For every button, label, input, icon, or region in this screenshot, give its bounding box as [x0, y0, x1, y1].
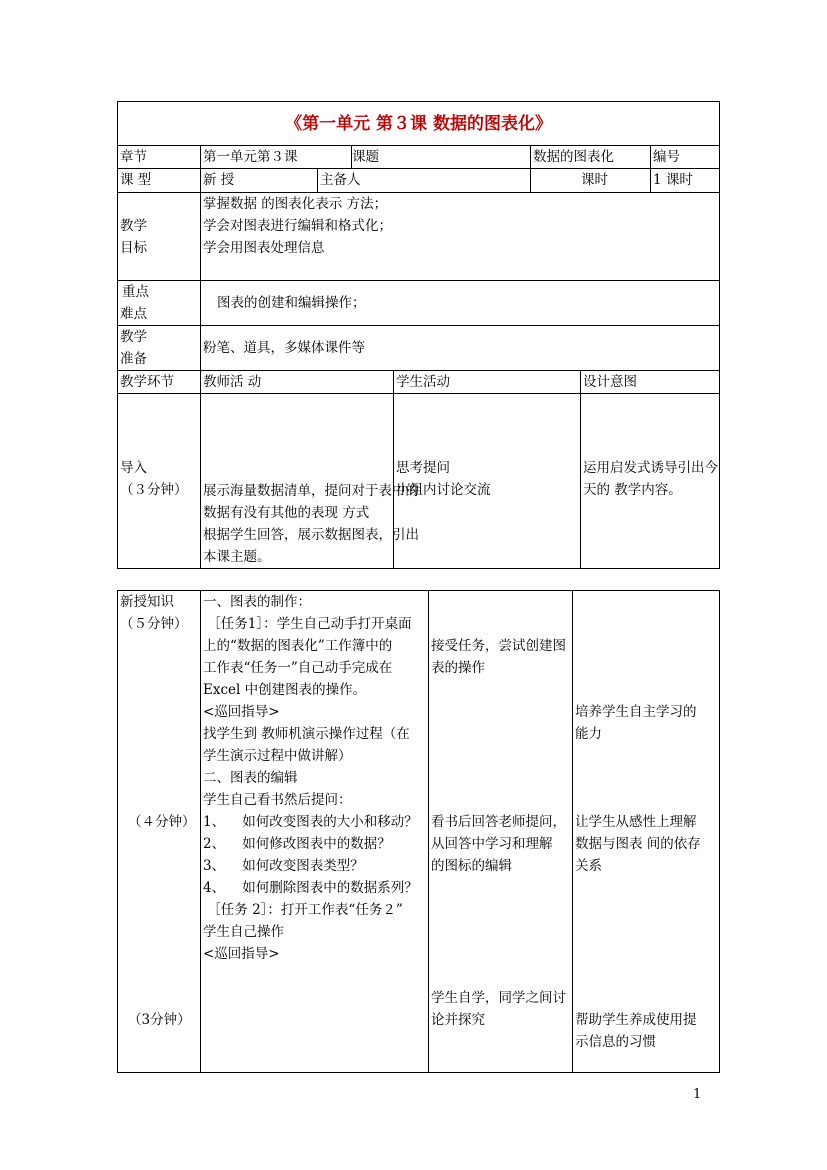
- preparer-label: 主备人: [318, 169, 531, 193]
- page-number: 1: [693, 1087, 702, 1102]
- type-label: 课 型: [118, 169, 201, 193]
- chapter-value: 第一单元第３课: [201, 146, 352, 169]
- intro-student: 思考提问 小组内讨论交流: [394, 394, 581, 569]
- new-knowledge-stage: 新授知识 （５分钟） （４分钟） （3分钟）: [118, 591, 201, 1073]
- new-knowledge-table: [117, 590, 720, 1073]
- header-student: 学生活动: [394, 371, 581, 394]
- topic-label: 课题: [352, 146, 531, 169]
- key-points-content: 图表的创建和编辑操作；: [201, 281, 720, 326]
- preparation-label: 教学 准备: [118, 326, 201, 371]
- topic-value: 数据的图表化: [531, 146, 651, 169]
- new-knowledge-design: 培养学生自主学习的 能力 让学生从感性上理解 数据与图表 间的依存 关系 帮助学生养成使用提 示信息的习惯: [573, 591, 720, 1073]
- chapter-label: 章节: [118, 146, 201, 169]
- intro-stage: 导入 （３分钟）: [118, 394, 201, 569]
- document-title: 《第一单元 第３课 数据的图表化》: [118, 102, 720, 146]
- header-teacher: 教师活 动: [201, 371, 394, 394]
- intro-design: 运用启发式诱导引出今 天的 教学内容。: [581, 394, 720, 569]
- goals-content: 掌握数据 的图表化表示 方法； 学会对图表进行编辑和格式化； 学会用图表处理信息: [201, 193, 720, 281]
- goals-label: 教学 目标: [118, 193, 201, 281]
- header-stage: 教学环节: [118, 371, 201, 394]
- hours-value: 1 课时: [651, 169, 720, 193]
- key-points-label: 重点 难点: [118, 281, 201, 326]
- lesson-plan-table: [117, 101, 720, 569]
- header-design: 设计意图: [581, 371, 720, 394]
- preparation-content: 粉笔、道具，多媒体课件等: [201, 326, 720, 371]
- intro-teacher: 展示海量数据清单，提问对于表中的 数据有没有其他的表现 方式 根据学生回答，展示数据图表，引出 本课主题。: [201, 394, 394, 569]
- hours-label: 课时: [531, 169, 651, 193]
- number-label: 编号: [651, 146, 720, 169]
- type-value: 新 授: [201, 169, 318, 193]
- new-knowledge-student: 接受任务，尝试创建图 表的操作 看书后回答老师提问， 从回答中学习和理解 的图标的编辑 学生自学，同学之间讨 论并探究: [429, 591, 573, 1073]
- new-knowledge-teacher: 一、图表的制作： ［任务1］：学生自己动手打开桌面 上的“数据的图表化”工作簿中的 工作表“任务一”自己动手完成在 Excel 中创建图表的操作。 <巡回指导> 找学生到 教师机演示操作过程（在 学生演示过程中做讲解） 二、图表的编辑 学生自己看书然后提问： 1、 如何改变图表的大小和移动？ 2、 如何修改图表中的数据？ 3、 如何改变图表类型？ 4、 如何删除图表中的数据系列？ ［任务 2］：打开工作表“任务２” 学生自己操作 <巡回指导>: [201, 591, 429, 1073]
